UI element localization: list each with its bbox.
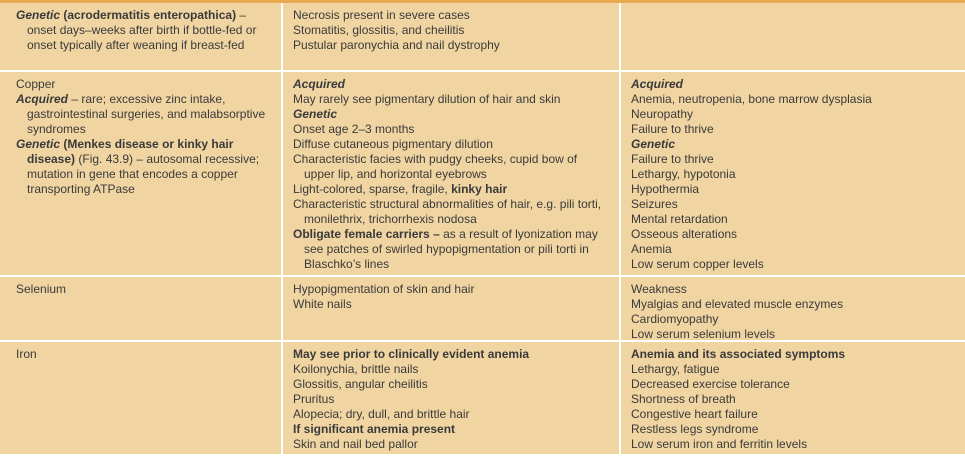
cell-paragraph (631, 437, 957, 452)
text-segment: – rare; excessive zinc intake, gastrointestinal surgeries, and malabsorptive syndromes (27, 92, 266, 136)
cell-paragraph (293, 182, 611, 197)
text-segment: Alopecia; dry, dull, and brittle hair (293, 407, 470, 421)
table-cell (0, 72, 281, 275)
cell-paragraph (631, 227, 957, 242)
text-segment: Onset age 2–3 months (293, 122, 415, 136)
cell-paragraph (293, 8, 611, 23)
cell-paragraph (631, 197, 957, 212)
cell-paragraph (631, 282, 957, 297)
text-segment: kinky hair (451, 182, 508, 196)
text-segment: Cardiomyopathy (631, 312, 719, 326)
table-cell (0, 277, 281, 340)
table-cell (283, 72, 619, 275)
cell-paragraph (631, 407, 957, 422)
row-iron (0, 342, 965, 454)
text-segment: Myalgias and elevated muscle enzymes (631, 297, 844, 311)
text-segment: Pustular paronychia and nail dystrophy (293, 38, 500, 52)
table-cell (621, 277, 965, 340)
text-segment: Neuropathy (631, 107, 694, 121)
cell-paragraph (16, 8, 273, 53)
cell-paragraph (631, 377, 957, 392)
cell-paragraph (631, 347, 957, 362)
cell-paragraph (293, 362, 611, 377)
text-segment: Seizures (631, 197, 678, 211)
text-segment: Acquired (293, 77, 346, 91)
text-segment: Hypothermia (631, 182, 700, 196)
text-segment: Stomatitis, glossitis, and cheilitis (293, 23, 465, 37)
text-segment: Mental retardation (631, 212, 728, 226)
text-segment: Necrosis present in severe cases (293, 8, 470, 22)
cell-paragraph (293, 407, 611, 422)
text-segment: Osseous alterations (631, 227, 738, 241)
text-segment: Failure to thrive (631, 122, 714, 136)
cell-paragraph (16, 137, 273, 197)
cell-paragraph (16, 282, 273, 297)
cell-paragraph (631, 212, 957, 227)
cell-paragraph (293, 77, 611, 92)
text-segment: Genetic (293, 107, 338, 121)
text-segment: Pruritus (293, 392, 335, 406)
text-segment: Diffuse cutaneous pigmentary dilution (293, 137, 493, 151)
cell-paragraph (293, 347, 611, 362)
cell-paragraph (631, 137, 957, 152)
cell-paragraph (293, 23, 611, 38)
cell-paragraph (631, 257, 957, 272)
text-segment: Copper (16, 77, 56, 91)
table-cell (283, 277, 619, 340)
table-cell (621, 342, 965, 454)
text-segment: Shortness of breath (631, 392, 736, 406)
cell-paragraph (631, 182, 957, 197)
cell-paragraph (631, 167, 957, 182)
text-segment: – onset days–weeks after birth if bottle-fed or onset typically after weaning if breast-fed (27, 8, 257, 52)
text-segment: Glossitis, angular cheilitis (293, 377, 428, 391)
cell-paragraph (293, 282, 611, 297)
cell-paragraph (631, 327, 957, 340)
text-segment: as a result of lyonization may see patches of swirled hypopigmentation or pili torti in Blaschko’s lines (304, 227, 598, 271)
cell-paragraph (631, 122, 957, 137)
cell-paragraph (293, 377, 611, 392)
text-segment: Genetic (631, 137, 676, 151)
text-segment: If significant anemia present (293, 422, 456, 436)
cell-paragraph (631, 312, 957, 327)
text-segment: Genetic (16, 8, 61, 22)
text-segment: Anemia, neutropenia, bone marrow dysplasia (631, 92, 872, 106)
text-segment: Failure to thrive (631, 152, 714, 166)
text-segment: May see prior to clinically evident anemia (293, 347, 530, 361)
row-copper (0, 72, 965, 275)
cell-paragraph (293, 297, 611, 312)
row-zinc-genetic-continued (0, 3, 965, 70)
table-cell (283, 342, 619, 454)
row-selenium (0, 277, 965, 340)
text-segment: Anemia and its associated symptoms (631, 347, 846, 361)
cell-paragraph (631, 392, 957, 407)
text-segment: (acrodermatitis enteropathica) (60, 8, 237, 22)
cell-paragraph (631, 152, 957, 167)
cell-paragraph (293, 227, 611, 272)
cell-paragraph (631, 362, 957, 377)
cell-paragraph (293, 422, 611, 437)
table-cell (621, 3, 965, 70)
text-segment: Lethargy, hypotonia (631, 167, 736, 181)
text-segment: Selenium (16, 282, 67, 296)
text-segment: Congestive heart failure (631, 407, 758, 421)
cell-paragraph (293, 107, 611, 122)
cell-paragraph (631, 242, 957, 257)
text-segment: Light-colored, sparse, fragile, (293, 182, 452, 196)
text-segment: Obligate female carriers – (293, 227, 444, 241)
text-segment: Acquired (16, 92, 69, 106)
text-segment: Weakness (631, 282, 687, 296)
text-segment: May rarely see pigmentary dilution of hair and skin (293, 92, 561, 106)
cell-paragraph (631, 297, 957, 312)
table-cell (621, 72, 965, 275)
text-segment: White nails (293, 297, 352, 311)
text-segment: Lethargy, fatigue (631, 362, 720, 376)
text-segment: Acquired (631, 77, 684, 91)
cell-paragraph (293, 392, 611, 407)
cell-paragraph (16, 347, 273, 362)
table-cell (283, 3, 619, 70)
text-segment: Low serum selenium levels (631, 327, 776, 340)
cell-paragraph (293, 152, 611, 182)
text-segment: Anemia (631, 242, 672, 256)
text-segment: Hypopigmentation of skin and hair (293, 282, 475, 296)
cell-paragraph (293, 137, 611, 152)
text-segment: Low serum copper levels (631, 257, 764, 271)
text-segment: Koilonychia, brittle nails (293, 362, 419, 376)
cell-paragraph (631, 92, 957, 107)
cell-paragraph (293, 437, 611, 452)
cell-paragraph (293, 92, 611, 107)
text-segment: Restless legs syndrome (631, 422, 759, 436)
cell-paragraph (16, 92, 273, 137)
cell-paragraph (293, 197, 611, 227)
cell-paragraph (631, 77, 957, 92)
text-segment: Genetic (16, 137, 61, 151)
text-segment: Skin and nail bed pallor (293, 437, 418, 451)
text-segment: Iron (16, 347, 37, 361)
text-segment: Characteristic facies with pudgy cheeks, cupid bow of upper lip, and horizontal eyebrows (293, 152, 578, 181)
cell-paragraph (293, 38, 611, 53)
cell-paragraph (631, 107, 957, 122)
cell-paragraph (293, 122, 611, 137)
table-cell (0, 3, 281, 70)
table-cell (0, 342, 281, 454)
text-segment: (Fig. 43.9) – autosomal recessive; mutation in gene that encodes a copper transporting ATPase (27, 152, 260, 196)
cell-paragraph (16, 77, 273, 92)
text-segment: Characteristic structural abnormalities of hair, e.g. pili torti, monilethrix, trichorrhexis nodosa (293, 197, 602, 226)
text-segment: Low serum iron and ferritin levels (631, 437, 808, 451)
text-segment: Decreased exercise tolerance (631, 377, 790, 391)
cell-paragraph (631, 422, 957, 437)
text-segment: (Menkes disease or kinky hair disease) (27, 137, 234, 166)
